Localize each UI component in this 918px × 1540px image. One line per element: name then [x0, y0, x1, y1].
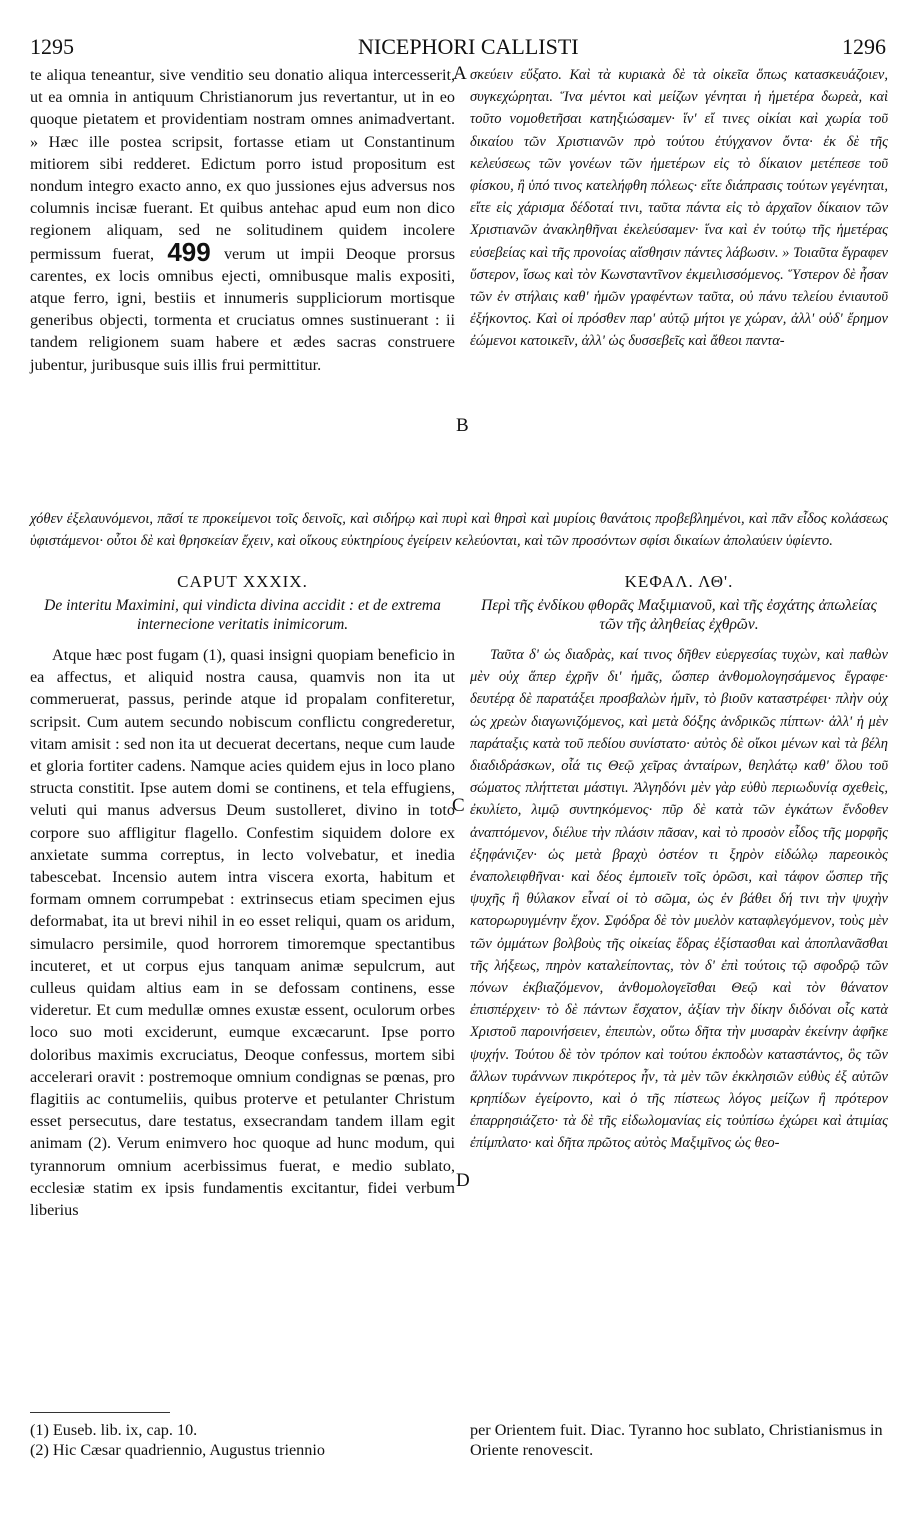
greek-chapter-heading	[470, 572, 888, 634]
latin-passage-2: verum ut impii Deoque prorsus carentes, ex locis omnibus ejecti, omnibusque malis expositi, atque ferro, igni, bestiis et innumeris suppliciorum mortisque generibus objecti, tormenta et cruciatus omnes sustinuerant : ii tandem religionem suam habere et ædes sacras construere jubentur, juribusque suis illis frui permittitur.	[30, 244, 455, 374]
greek-text-full-width	[30, 508, 888, 552]
greek-chapter-title: Περὶ τῆς ἐνδίκου φθορᾶς Μαξιμιανοῦ, καὶ τῆς ἐσχάτης ἀπωλείας τῶν τῆς ἀληθείας ἐχθρῶν.	[481, 597, 877, 633]
latin-caput: CAPUT XXXIX.	[177, 572, 308, 591]
footnote-2: (2) Hic Cæsar quadriennio, Augustus triennio	[30, 1441, 325, 1459]
greek-passage-1: σκεύειν εὔξατο. Καὶ τὰ κυριακὰ δὲ τὰ οἰκεῖα ὅπως κατασκευάζοιεν, συγκεχώρηται. Ἵνα μέντοι καὶ μείζων γένηται ἡ ἡμετέρα δωρεὰ, καὶ τοῦτο νομοθετῆσαι κατηξιώσαμεν· ἵν' εἴ τινες οἰκίαι καὶ χωρία τοῦ δικαίου τῶν Χριστιανῶν πρὸ τούτου ἐτύγχανον ὄντα· ἐκ δὲ τῆς κελεύσεως τῶν γονέων τῶν ἡμετέρων εἰς τὸ δίκαιον μετέπεσε τοῦ φίσκου, ἢ ὑπό τινος κατελήφθη πόλεως· εἴτε διάπρασις τούτων γεγένηται, εἴτε εἰς χάρισμα δέδοταί τινι, ταῦτα πάντα εἰς τὸ ἀρχαῖον δίκαιον τῶν Χριστιανῶν ἀνακληθῆναι ἐκελεύσαμεν· ἵνα καὶ ἐν τούτῳ τῆς ἡμετέρας εὐσεβείας καὶ τῆς προνοίας αἴσθησιν πάντες λάβωσιν. » Τοιαῦτα ἔγραφεν ὕστερον, ἴσως καὶ τὸν Κωνσταντῖνον ἐκμειλισσόμενος. Ὕστερον δὲ ἦσαν τῶν ἐν στήλαις καθ' ἡμῶν γραφέντων ταῦτα, οὐ πάνυ τελείου ἐνιαυτοῦ ἐξήκοντος. Καὶ οἱ πρόσθεν παρ' αὐτῷ μήτοι γε χώραν, ἀλλ' οὐδ' ἔρημον ἐώμενοι κατοικεῖν, ἀλλ' ὡς δυσσεβεῖς καὶ ἄθεοι παντα-	[470, 67, 888, 350]
margin-letter-d: D	[456, 1170, 470, 1191]
footnote-right	[470, 1420, 888, 1460]
latin-text-top	[30, 64, 455, 376]
running-header	[0, 30, 918, 60]
greek-passage-continuation: χόθεν ἐξελαυνόμενοι, πᾶσί τε προκείμενοι τοῖς δεινοῖς, καὶ σιδήρῳ καὶ πυρὶ καὶ θηρσὶ καὶ μυρίοις θανάτοις προβεβλημένοι, καὶ πᾶν εἶδος κολάσεως ὑφιστάμενοι· οὗτοι δὲ καὶ θρησκείαν ἔχειν, καὶ οἴκους εὐκτηρίους ἐγείρειν κελεύονται, καὶ τῶν προσόντων σφίσι δικαίων ἀπολαύειν ὑφίεντο.	[30, 511, 888, 550]
page-number-left: 1295	[30, 34, 74, 59]
margin-letter-a: A	[453, 63, 467, 84]
latin-chapter-title: De interitu Maximini, qui vindicta divina accidit : et de extrema internecione veritatis inimicorum.	[44, 597, 441, 633]
latin-passage-3: Atque hæc post fugam (1), quasi insigni quopiam beneficio in ea affectus, et aliquid nostra causa, quamvis non ita ut commeruerat, passus, perinde atque id propalam confiteretur, scripsit. Cum autem secundo nobiscum conflictu congrederetur, vitam amisit : sed non ita ut decuerat decertans, neque cum laude et gloria fortiter cadens. Namque acies quidem ejus in loco plano structa constitit. Ipse autem domi se continens, et tela effugiens, veluti qui manus adversus Deum sustolleret, divino in toto corpore suo affligitur flagello. Confestim siquidem dolore ex anxietate summa correptus, in lecto volvebatur, et inedia tabescebat. Incensio autem intra viscera exorta, habitum et formam omnem corrumpebat : extrinsecus etiam specimen ejus deformabat, ita ut brevi nihil in eo esset reliqui, quam os aridum, simulacro persimile, quod horrorem timoremque spectantibus incuteret, et ut corpus ejus tanquam animæ sepulcrum, aut culleus quidam altius eam in se defossam continens, esse videretur. Et cum medullæ omnes exustæ essent, oculorum orbes loco suo moti exciderunt, eumque excæcarunt. Ipse porro doloribus maximis excruciatus, Deoque confessus, mortem sibi accelerari oravit : postremoque omnium condignas se pœnas, pro flagitiis ac contumeliis, quibus proterve et petulanter Christum esset persecutus, dare testatus, exsecrandam tandem illam egit animam (2). Verum enimvero hoc quoque ad hunc modum, qui tyrannorum omnium acerbissimus fuerat, e medio sublato, ecclesiæ statim ex ipsis fundamentis excitantur, fidei verbum liberius	[30, 646, 455, 1220]
footnote-rule	[30, 1412, 170, 1413]
margin-letter-b: B	[456, 415, 469, 436]
greek-passage-2: Ταῦτα δ' ὡς διαδρὰς, καί τινος δῆθεν εὐεργεσίας τυχὼν, καὶ παθὼν μὲν οὐχ ἅπερ ἐχρῆν δι' ἡμᾶς, ὥσπερ ἀνθομολογησάμενος ἔγραφε· δευτέρᾳ δὲ παρατάξει προσβαλὼν ἡμῖν, τὸ βιοῦν καταστρέφει· πλὴν οὐχ ὡς χρεὼν διαγωνιζόμενος, καὶ μετὰ δόξης ἀνδρικῶς πίπτων· ἀλλ' ἡ μὲν παράταξις κατὰ τοῦ πεδίου συνίστατο· αὐτὸς δὲ οἴκοι μένων καὶ τὰ βέλη διαδιδράσκων, οἷά τις Θεῷ χεῖρας ἀνταίρων, θεηλάτῳ καθ' ὅλου τοῦ σώματος πλήττεται μάστιγι. Ἀλγηδόνι μὲν γὰρ εὐθὺ περιωδυνίᾳ σχεθεὶς, ἐκυλίετο, λιμῷ συντηκόμενος· πῦρ δὲ κατὰ τῶν ἐγκάτων ἔνδοθεν ἀναπτόμενον, διέλυε τὴν πλάσιν πᾶσαν, καὶ τὸ προσὸν εἶδος τῆς μορφῆς ἐξηφάνιζεν· ὡς μετὰ βραχὺ ὀστέον τι ξηρὸν εἰδώλῳ παρεοικὸς ἐναπολειφθῆναι· καὶ δέος ἐμποιεῖν τοῖς ὁρῶσι, καὶ τάφον ὥσπερ τῆς ψυχῆς ἢ θύλακον εἶναί οἱ τὸ σῶμα, ὡς ἐν βάθει δή τινι τὴν ψυχὴν κατορωρυγμένην ἔχον. Σφόδρα δὲ τὸν μυελὸν καταφλεγόμενον, τοὺς μὲν τῶν ὀμμάτων βολβοὺς τῆς οἰκείας ἕδρας ἐξίστασθαι καὶ ἀποπλανᾶσθαι τῆς λήξεως, πηρὸν καταλείποντας, τὸν δ' ἐπὶ τούτοις τῷ σφοδρῷ τῶν πόνων ἐκβιαζόμενον, ἀνθομολογεῖσθαι Θεῷ καὶ τὸν θάνατον ἐπισπέρχειν· τὸ δὲ πάντων ἔσχατον, ἀξίαν τὴν δίκην διδόναι οἷς κατὰ Χριστοῦ παροινήσειεν, ἐπειπὼν, οὕτω δῆτα τὴν μυσαρὰν ἐκείνην ἀφῆκε ψυχήν. Τούτου δὲ τὸν τρόπον καὶ τούτου ἐκποδὼν καταστάντος, ὃς τῶν ἄλλων τυράννων πικρότερος ἦν, τὰ μὲν τῶν ἐκκλησιῶν εὐθὺς ἐξ αὐτῶν κρηπίδων ἐγείροντο, καὶ ὁ τῆς πίστεως λόγος μείζων ἢ πρότερον ἐπαρρησιάζετο· τὰ δὲ τῆς εἰδωλομανίας εἰς τοὐπίσω ἐχώρει καὶ ἀτιμίας ἐπίμπλατο· καὶ δῆτα πρῶτος αὐτὸς Μαξιμῖνος ὡς θεο-	[470, 647, 888, 1152]
latin-text-bottom	[30, 644, 455, 1221]
running-title: NICEPHORI CALLISTI	[358, 34, 579, 59]
column-number: 499	[167, 236, 211, 267]
latin-passage-1: te aliqua teneantur, sive venditio seu donatio aliqua intercesserit, ut ea omnia in antiquum Christianorum jus revertantur, ut in eo quoque pietatem et providentiam nostram omnes animadvertant. » Hæc ille postea scripsit, fortasse etiam ut Constantinum mitiorem sibi redderet. Edictum porro istud propositum est nondum integro exacto anno, ex quo jussiones ejus adversus nos columnis incisæ fuerant. Et quibus antehac apud eum non dico regionem aliquam, sed ne solitudinem quidem incolere permissum fuerat,	[30, 66, 455, 263]
latin-chapter-heading	[30, 572, 455, 634]
greek-text-bottom	[470, 644, 888, 1155]
page-number-right: 1296	[842, 34, 886, 59]
footnote-1: (1) Euseb. lib. ix, cap. 10.	[30, 1421, 198, 1439]
margin-letter-c: C	[452, 795, 465, 816]
footnotes-left	[30, 1420, 455, 1460]
footnote-2-continuation: per Orientem fuit. Diac. Tyranno hoc sublato, Christianismus in Oriente renovescit.	[470, 1421, 883, 1459]
greek-text-top	[470, 64, 888, 353]
greek-caput: ΚΕΦΑΛ. ΛΘ'.	[624, 572, 734, 591]
